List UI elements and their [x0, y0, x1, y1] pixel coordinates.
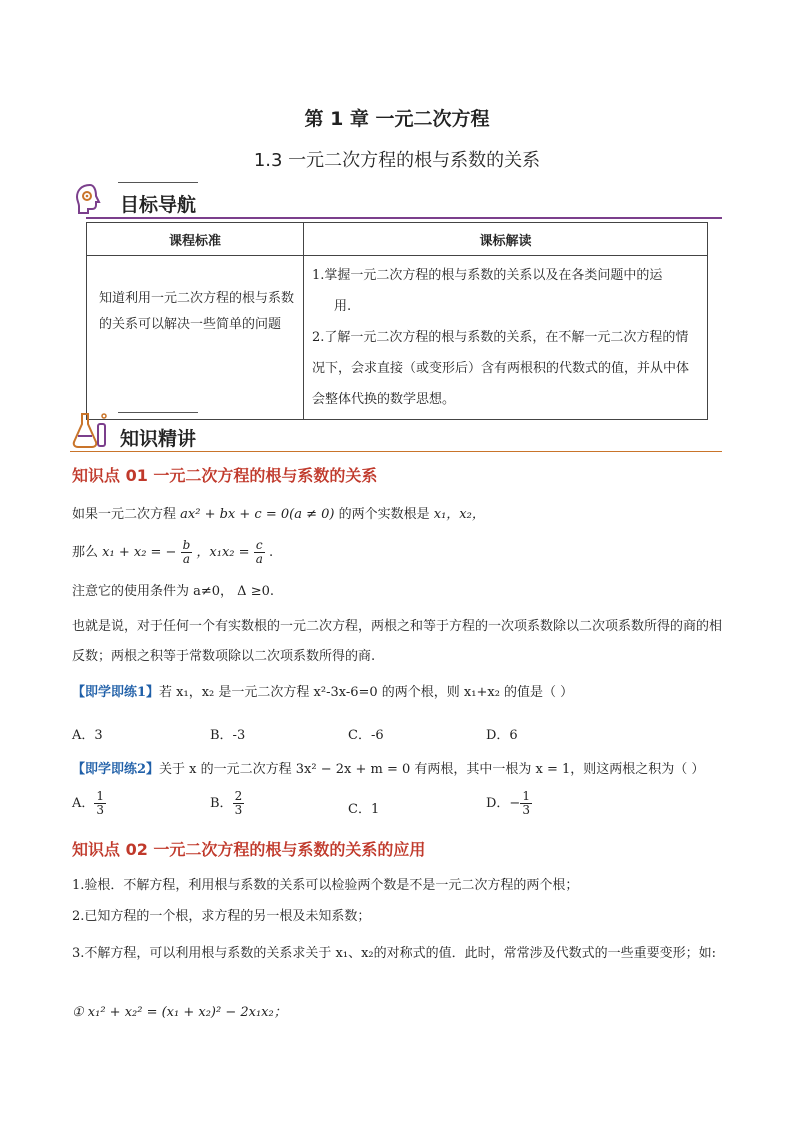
heading-accent-line: [118, 412, 198, 413]
kp1-frac-c-over-a: $\frac{c}{a}$: [255, 538, 263, 566]
ex1-option-d: D．6: [486, 728, 518, 743]
ex2-option-b: B． $\frac{2}{3}$: [210, 789, 243, 817]
kp1-sum-formula: x₁ + x₂ = −: [102, 545, 177, 560]
section1-rule: [86, 217, 722, 219]
interpretation-item2: 2.了解一元二次方程的根与系数的关系，在不解一元二次方程的情况下，会求直接（或变形后）含有两根积的代数式的值，并从中体会整体代换的数学思想。: [312, 330, 690, 407]
kp1-line1-text2: 的两个实数根是: [338, 507, 430, 522]
table-header-interpretation: 课标解读: [304, 223, 708, 256]
kp2-item3: 3.不解方程，可以利用根与系数的关系求关于 x₁、x₂的对称式的值．此时，常常涉及代数式的一些重要变形；如:: [72, 946, 717, 961]
kp1-product-formula: ，x₁x₂ =: [196, 545, 250, 560]
ex2-tag: 【即学即练2】: [72, 762, 160, 777]
brain-gear-icon: [72, 182, 108, 218]
table-row: [87, 256, 708, 420]
kp2-item4: ① x₁² + x₂² = (x₁ + x₂)² − 2x₁x₂；: [72, 1005, 287, 1020]
curriculum-table: [86, 222, 708, 420]
kp1-line1: [72, 505, 732, 525]
heading-accent-line: [118, 182, 198, 183]
kp2-item2: 2.已知方程的一个根，求方程的另一根及未知系数；: [72, 909, 371, 924]
kp1-roots: x₁，x₂，: [433, 507, 485, 522]
kp1-line2: [72, 538, 732, 568]
kp2-title: 知识点 02 一元二次方程的根与系数的关系的应用: [72, 840, 426, 859]
ex2: [72, 760, 724, 780]
standard-cell: [87, 256, 304, 420]
ex2-option-a: A． $\frac{1}{3}$: [72, 789, 105, 817]
kp1-line2-end: .: [268, 545, 274, 560]
ex2-question: 关于 x 的一元二次方程 3x² − 2x + m = 0 有两根，其中一根为 x = 1，则这两根之积为（ ）: [159, 762, 705, 777]
ex1-question: 若 x₁，x₂ 是一元二次方程 x²-3x-6=0 的两个根，则 x₁+x₂ 的值是（ ）: [159, 685, 574, 700]
ex2-option-c: C．1: [348, 802, 380, 817]
ex1-option-b: B．-3: [210, 728, 246, 743]
kp1-line3: 注意它的使用条件为 a≠0， Δ ≥0.: [72, 584, 274, 599]
ex1-tag: 【即学即练1】: [72, 685, 160, 700]
kp1-title: 知识点 01 一元二次方程的根与系数的关系: [72, 466, 378, 485]
kp2-item1: 1.验根．不解方程，利用根与系数的关系可以检验两个数是不是一元二次方程的两个根；: [72, 878, 579, 893]
table-header-row: [87, 223, 708, 256]
ex1-option-c: C．-6: [348, 728, 384, 743]
ex2-option-d: D．− $\frac{1}{3}$: [486, 789, 530, 817]
kp1-frac-b-over-a: $\frac{b}{a}$: [182, 538, 191, 566]
ex1: [72, 683, 724, 703]
interpretation-cell: [304, 256, 708, 420]
kp1-line4: 也就是说，对于任何一个有实数根的一元二次方程，两根之和等于方程的一次项系数除以二次项系数所得的商的相反数；两根之积等于常数项除以二次项系数所得的商.: [72, 619, 723, 664]
section1-heading: 目标导航: [120, 194, 197, 216]
standard-text: 知道利用一元二次方程的根与系数的关系可以解决一些简单的问题: [99, 291, 295, 332]
flask-icon: [70, 410, 110, 450]
table-header-standard: 课程标准: [87, 223, 304, 256]
section-title: 1.3 一元二次方程的根与系数的关系: [253, 150, 541, 171]
section2-heading: 知识精讲: [120, 428, 197, 450]
interpretation-item1a: 1.掌握一元二次方程的根与系数的关系以及在各类问题中的运: [312, 268, 663, 283]
ex1-option-a: A．3: [72, 728, 103, 743]
chapter-title: 第 1 章 一元二次方程: [304, 108, 490, 130]
section2-rule: [70, 451, 722, 452]
kp1-equation: ax² + bx + c = 0(a ≠ 0): [180, 507, 335, 522]
kp1-line2-text: 那么: [72, 545, 99, 560]
interpretation-item1b: 用.: [334, 299, 352, 314]
kp1-line1-text: 如果一元二次方程: [72, 507, 177, 522]
